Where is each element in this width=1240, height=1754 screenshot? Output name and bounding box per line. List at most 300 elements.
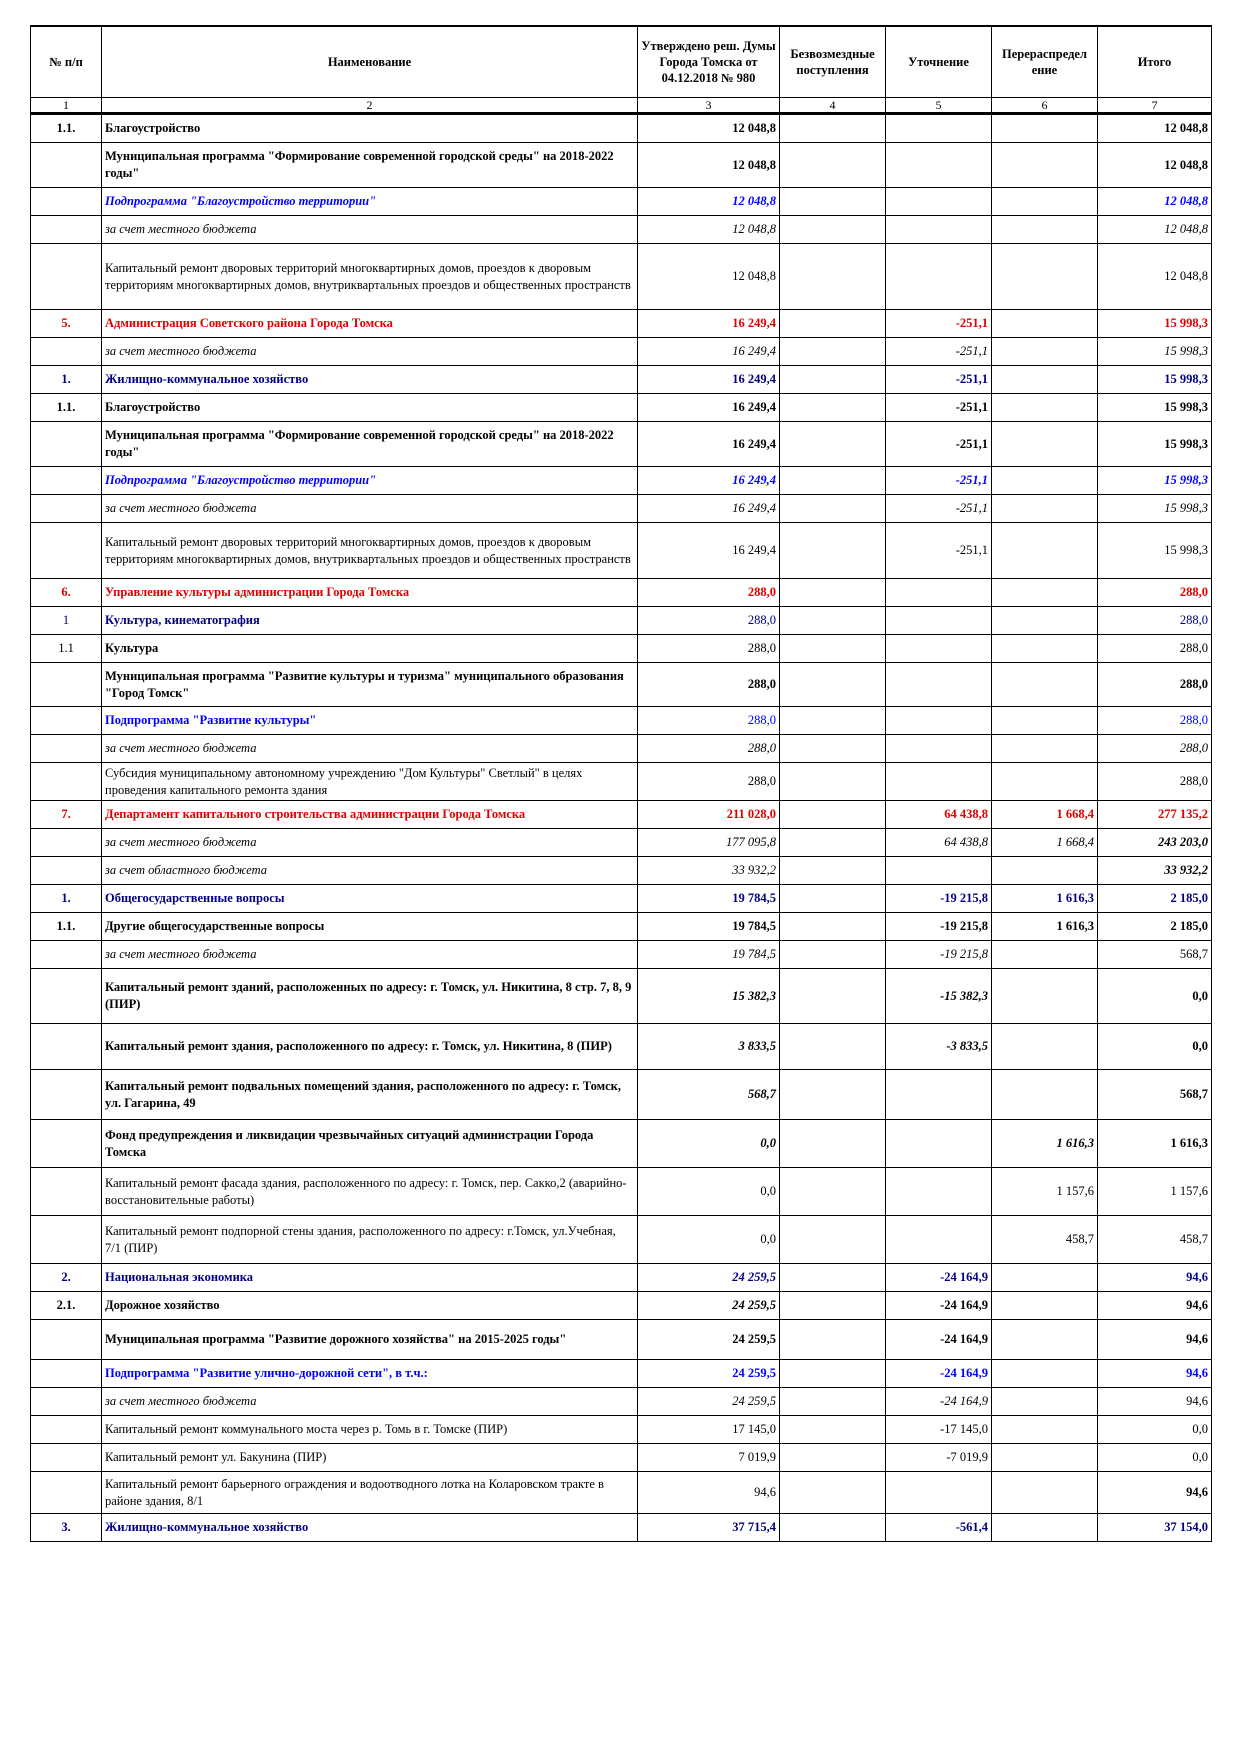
cell-redistribution [992,1320,1098,1360]
table-row [31,885,1212,913]
cell-num: 1. [31,366,102,394]
table-row [31,338,1212,366]
cell-total: 94,6 [1098,1388,1212,1416]
cell-clarification [886,1168,992,1216]
cell-name: Капитальный ремонт ул. Бакунина (ПИР) [102,1444,638,1472]
cell-redistribution [992,1360,1098,1388]
cell-total: 12 048,8 [1098,188,1212,216]
table-row [31,1514,1212,1542]
cell-approved: 24 259,5 [638,1264,780,1292]
cell-grants [780,1472,886,1514]
cell-name: за счет областного бюджета [102,857,638,885]
cell-clarification: -15 382,3 [886,969,992,1024]
cell-grants [780,1360,886,1388]
cell-clarification [886,579,992,607]
col-header-total: Итого [1098,26,1212,98]
cell-redistribution: 1 616,3 [992,1120,1098,1168]
table-row [31,422,1212,467]
cell-total: 288,0 [1098,607,1212,635]
cell-num [31,523,102,579]
cell-approved: 0,0 [638,1168,780,1216]
cell-redistribution [992,663,1098,707]
cell-grants [780,467,886,495]
table-row [31,1070,1212,1120]
cell-grants [780,707,886,735]
cell-clarification: -19 215,8 [886,885,992,913]
col-number: 4 [780,98,886,114]
cell-grants [780,941,886,969]
cell-redistribution [992,969,1098,1024]
cell-num [31,1120,102,1168]
cell-num [31,1168,102,1216]
cell-clarification: -24 164,9 [886,1360,992,1388]
cell-name: Подпрограмма "Развитие улично-дорожной сети", в т.ч.: [102,1360,638,1388]
cell-name: Капитальный ремонт подвальных помещений здания, расположенного по адресу: г. Томск, ул. Гагарина, 49 [102,1070,638,1120]
cell-num: 2.1. [31,1292,102,1320]
cell-total: 15 998,3 [1098,467,1212,495]
cell-approved: 0,0 [638,1120,780,1168]
table-row [31,941,1212,969]
cell-redistribution [992,216,1098,244]
cell-num [31,1472,102,1514]
table-row [31,763,1212,801]
cell-grants [780,188,886,216]
cell-redistribution [992,1264,1098,1292]
cell-redistribution [992,1024,1098,1070]
table-row [31,1388,1212,1416]
cell-grants [780,1024,886,1070]
cell-grants [780,1388,886,1416]
table-row [31,1120,1212,1168]
cell-clarification: 64 438,8 [886,829,992,857]
cell-grants [780,143,886,188]
cell-approved: 12 048,8 [638,188,780,216]
cell-num [31,422,102,467]
cell-approved: 288,0 [638,579,780,607]
cell-grants [780,607,886,635]
cell-grants [780,885,886,913]
cell-grants [780,801,886,829]
table-row [31,394,1212,422]
cell-total: 33 932,2 [1098,857,1212,885]
cell-total: 15 998,3 [1098,366,1212,394]
cell-name: Капитальный ремонт дворовых территорий многоквартирных домов, проездов к дворовым территориям многоквартирных домов, внутриквартальных проездов и общественных пространств [102,244,638,310]
cell-num: 5. [31,310,102,338]
cell-clarification [886,114,992,143]
cell-name: Муниципальная программа "Развитие дорожного хозяйства" на 2015-2025 годы" [102,1320,638,1360]
cell-approved: 16 249,4 [638,495,780,523]
cell-name: Субсидия муниципальному автономному учреждению "Дом Культуры" Светлый" в целях проведения капитального ремонта здания [102,763,638,801]
cell-clarification [886,707,992,735]
cell-redistribution [992,523,1098,579]
cell-name: Муниципальная программа "Формирование современной городской среды" на 2018-2022 годы" [102,422,638,467]
cell-grants [780,523,886,579]
table-row [31,467,1212,495]
cell-approved: 24 259,5 [638,1388,780,1416]
cell-total: 1 616,3 [1098,1120,1212,1168]
cell-clarification [886,188,992,216]
cell-grants [780,1514,886,1542]
cell-approved: 16 249,4 [638,310,780,338]
cell-redistribution: 1 616,3 [992,885,1098,913]
cell-approved: 12 048,8 [638,143,780,188]
cell-grants [780,422,886,467]
cell-num [31,143,102,188]
cell-redistribution [992,1416,1098,1444]
cell-grants [780,1070,886,1120]
cell-num: 7. [31,801,102,829]
cell-total: 94,6 [1098,1472,1212,1514]
cell-clarification: -251,1 [886,523,992,579]
cell-approved: 17 145,0 [638,1416,780,1444]
cell-total: 0,0 [1098,1444,1212,1472]
table-row [31,1472,1212,1514]
cell-name: Благоустройство [102,114,638,143]
cell-name: Жилищно-коммунальное хозяйство [102,366,638,394]
cell-num: 1.1. [31,114,102,143]
cell-clarification [886,735,992,763]
cell-num [31,244,102,310]
table-row [31,707,1212,735]
cell-redistribution [992,338,1098,366]
cell-grants [780,495,886,523]
cell-num [31,1360,102,1388]
cell-clarification: -24 164,9 [886,1388,992,1416]
table-row [31,1292,1212,1320]
cell-approved: 16 249,4 [638,394,780,422]
table-row [31,1024,1212,1070]
cell-total: 15 998,3 [1098,495,1212,523]
budget-table [30,25,1212,1542]
column-number-row [31,98,1212,114]
cell-num: 1.1 [31,635,102,663]
cell-name: Благоустройство [102,394,638,422]
cell-total: 288,0 [1098,635,1212,663]
col-number: 7 [1098,98,1212,114]
cell-name: за счет местного бюджета [102,941,638,969]
cell-redistribution [992,707,1098,735]
cell-num [31,338,102,366]
cell-grants [780,244,886,310]
table-row [31,1264,1212,1292]
cell-clarification: -7 019,9 [886,1444,992,1472]
cell-total: 243 203,0 [1098,829,1212,857]
cell-clarification [886,1216,992,1264]
cell-approved: 288,0 [638,735,780,763]
cell-num [31,763,102,801]
cell-redistribution [992,941,1098,969]
col-number: 3 [638,98,780,114]
cell-approved: 19 784,5 [638,913,780,941]
cell-approved: 24 259,5 [638,1360,780,1388]
cell-redistribution [992,607,1098,635]
cell-clarification [886,763,992,801]
cell-name: за счет местного бюджета [102,1388,638,1416]
cell-grants [780,579,886,607]
cell-approved: 288,0 [638,707,780,735]
cell-clarification [886,857,992,885]
cell-total: 288,0 [1098,663,1212,707]
cell-total: 288,0 [1098,735,1212,763]
cell-total: 15 998,3 [1098,523,1212,579]
cell-total: 288,0 [1098,707,1212,735]
cell-num: 1.1. [31,913,102,941]
cell-total: 15 998,3 [1098,338,1212,366]
cell-total: 94,6 [1098,1292,1212,1320]
cell-redistribution [992,763,1098,801]
cell-clarification: -251,1 [886,394,992,422]
cell-approved: 19 784,5 [638,941,780,969]
cell-num: 1.1. [31,394,102,422]
cell-approved: 12 048,8 [638,114,780,143]
cell-total: 0,0 [1098,969,1212,1024]
cell-name: Капитальный ремонт зданий, расположенных по адресу: г. Томск, ул. Никитина, 8 стр. 7, 8, 9 (ПИР) [102,969,638,1024]
table-row [31,143,1212,188]
table-row [31,1216,1212,1264]
cell-approved: 12 048,8 [638,216,780,244]
cell-clarification: -19 215,8 [886,913,992,941]
cell-clarification: 64 438,8 [886,801,992,829]
cell-name: за счет местного бюджета [102,216,638,244]
cell-clarification [886,607,992,635]
cell-approved: 24 259,5 [638,1320,780,1360]
cell-num: 1 [31,607,102,635]
cell-redistribution [992,1292,1098,1320]
cell-total: 2 185,0 [1098,913,1212,941]
table-row [31,857,1212,885]
cell-approved: 3 833,5 [638,1024,780,1070]
cell-redistribution [992,366,1098,394]
cell-grants [780,857,886,885]
cell-name: Культура [102,635,638,663]
cell-total: 458,7 [1098,1216,1212,1264]
cell-clarification: -251,1 [886,495,992,523]
table-row [31,216,1212,244]
cell-clarification: -251,1 [886,310,992,338]
cell-redistribution: 1 157,6 [992,1168,1098,1216]
cell-name: за счет местного бюджета [102,495,638,523]
cell-num [31,857,102,885]
cell-name: Жилищно-коммунальное хозяйство [102,1514,638,1542]
col-header-redistribution: Перераспредел ение [992,26,1098,98]
cell-redistribution [992,635,1098,663]
cell-name: Культура, кинематография [102,607,638,635]
cell-grants [780,1444,886,1472]
cell-approved: 288,0 [638,607,780,635]
cell-total: 15 998,3 [1098,310,1212,338]
cell-total: 0,0 [1098,1024,1212,1070]
col-header-clarification: Уточнение [886,26,992,98]
cell-num: 6. [31,579,102,607]
cell-total: 37 154,0 [1098,1514,1212,1542]
cell-name: Департамент капитального строительства администрации Города Томска [102,801,638,829]
cell-num [31,467,102,495]
cell-name: Другие общегосударственные вопросы [102,913,638,941]
table-row [31,635,1212,663]
cell-clarification: -24 164,9 [886,1292,992,1320]
cell-name: Подпрограмма "Развитие культуры" [102,707,638,735]
cell-clarification: -3 833,5 [886,1024,992,1070]
cell-grants [780,735,886,763]
table-row [31,969,1212,1024]
cell-grants [780,1216,886,1264]
cell-redistribution [992,114,1098,143]
table-row [31,114,1212,143]
cell-total: 94,6 [1098,1264,1212,1292]
cell-approved: 16 249,4 [638,467,780,495]
cell-clarification [886,1472,992,1514]
cell-grants [780,338,886,366]
cell-total: 288,0 [1098,763,1212,801]
cell-total: 12 048,8 [1098,244,1212,310]
cell-name: за счет местного бюджета [102,829,638,857]
cell-clarification: -24 164,9 [886,1264,992,1292]
cell-grants [780,663,886,707]
cell-name: Администрация Советского района Города Томска [102,310,638,338]
cell-num [31,1320,102,1360]
cell-clarification: -24 164,9 [886,1320,992,1360]
cell-grants [780,1416,886,1444]
cell-redistribution [992,735,1098,763]
cell-num: 2. [31,1264,102,1292]
cell-num [31,663,102,707]
cell-num [31,1416,102,1444]
cell-grants [780,1292,886,1320]
cell-grants [780,366,886,394]
cell-redistribution [992,188,1098,216]
cell-grants [780,969,886,1024]
cell-name: Национальная экономика [102,1264,638,1292]
table-row [31,735,1212,763]
cell-clarification: -251,1 [886,338,992,366]
table-row [31,1320,1212,1360]
col-number: 1 [31,98,102,114]
cell-approved: 16 249,4 [638,422,780,467]
cell-name: Муниципальная программа "Развитие культуры и туризма" муниципального образования "Город Томск" [102,663,638,707]
cell-total: 568,7 [1098,941,1212,969]
cell-num [31,1444,102,1472]
cell-clarification [886,244,992,310]
cell-approved: 24 259,5 [638,1292,780,1320]
cell-grants [780,1320,886,1360]
table-row [31,579,1212,607]
cell-approved: 211 028,0 [638,801,780,829]
cell-total: 12 048,8 [1098,216,1212,244]
cell-redistribution [992,1472,1098,1514]
table-row [31,1416,1212,1444]
col-header-name: Наименование [102,26,638,98]
table-row [31,523,1212,579]
cell-clarification: -251,1 [886,366,992,394]
cell-approved: 33 932,2 [638,857,780,885]
header-row [31,26,1212,98]
cell-grants [780,763,886,801]
table-row [31,607,1212,635]
cell-total: 288,0 [1098,579,1212,607]
table-row [31,495,1212,523]
cell-num: 1. [31,885,102,913]
cell-approved: 16 249,4 [638,338,780,366]
cell-name: Муниципальная программа "Формирование современной городской среды" на 2018-2022 годы" [102,143,638,188]
cell-num [31,495,102,523]
cell-grants [780,394,886,422]
cell-redistribution [992,857,1098,885]
cell-name: за счет местного бюджета [102,338,638,366]
cell-total: 1 157,6 [1098,1168,1212,1216]
cell-approved: 288,0 [638,663,780,707]
cell-grants [780,310,886,338]
cell-grants [780,216,886,244]
cell-total: 2 185,0 [1098,885,1212,913]
cell-total: 94,6 [1098,1320,1212,1360]
cell-redistribution [992,310,1098,338]
table-row [31,829,1212,857]
cell-redistribution [992,1070,1098,1120]
cell-clarification [886,1070,992,1120]
cell-name: Капитальный ремонт дворовых территорий многоквартирных домов, проездов к дворовым территориям многоквартирных домов, внутриквартальных проездов и общественных пространств [102,523,638,579]
cell-redistribution [992,244,1098,310]
cell-total: 12 048,8 [1098,114,1212,143]
table-row [31,663,1212,707]
cell-approved: 37 715,4 [638,1514,780,1542]
cell-name: Капитальный ремонт коммунального моста через р. Томь в г. Томске (ПИР) [102,1416,638,1444]
cell-redistribution [992,495,1098,523]
cell-clarification [886,1120,992,1168]
cell-redistribution [992,1388,1098,1416]
cell-approved: 12 048,8 [638,244,780,310]
cell-clarification [886,216,992,244]
cell-total: 568,7 [1098,1070,1212,1120]
cell-name: Капитальный ремонт здания, расположенного по адресу: г. Томск, ул. Никитина, 8 (ПИР) [102,1024,638,1070]
col-header-approved: Утверждено реш. Думы Города Томска от 04.12.2018 № 980 [638,26,780,98]
col-number: 6 [992,98,1098,114]
cell-num [31,188,102,216]
cell-approved: 0,0 [638,1216,780,1264]
cell-clarification: -561,4 [886,1514,992,1542]
cell-grants [780,1120,886,1168]
cell-redistribution: 1 668,4 [992,829,1098,857]
cell-num [31,829,102,857]
table-row [31,366,1212,394]
cell-redistribution [992,1514,1098,1542]
cell-num [31,941,102,969]
table-row [31,1360,1212,1388]
cell-approved: 288,0 [638,763,780,801]
cell-num: 3. [31,1514,102,1542]
cell-clarification [886,663,992,707]
cell-approved: 16 249,4 [638,366,780,394]
cell-total: 15 998,3 [1098,422,1212,467]
cell-total: 12 048,8 [1098,143,1212,188]
cell-num [31,1024,102,1070]
cell-redistribution [992,143,1098,188]
cell-num [31,707,102,735]
cell-name: Фонд предупреждения и ликвидации чрезвычайных ситуаций администрации Города Томска [102,1120,638,1168]
cell-num [31,969,102,1024]
cell-clarification [886,635,992,663]
cell-redistribution [992,467,1098,495]
cell-redistribution: 1 616,3 [992,913,1098,941]
cell-total: 277 135,2 [1098,801,1212,829]
cell-name: Подпрограмма "Благоустройство территории" [102,188,638,216]
cell-name: за счет местного бюджета [102,735,638,763]
cell-name: Управление культуры администрации Города Томска [102,579,638,607]
cell-grants [780,1168,886,1216]
table-row [31,310,1212,338]
cell-total: 15 998,3 [1098,394,1212,422]
cell-num [31,1388,102,1416]
table-row [31,913,1212,941]
